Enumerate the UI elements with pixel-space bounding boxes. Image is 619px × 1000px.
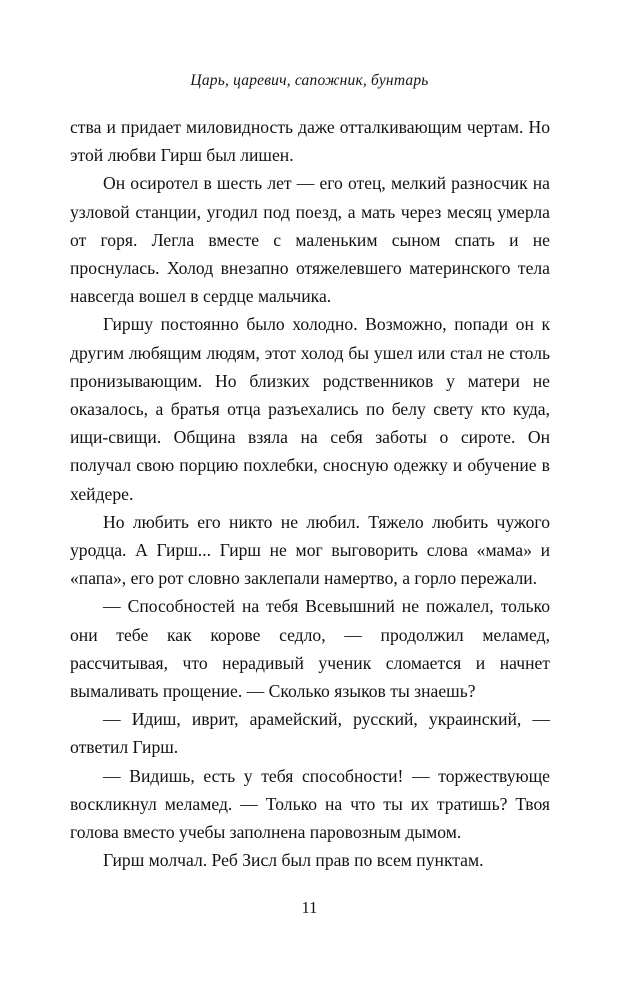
page-number: 11 (301, 898, 318, 917)
paragraph: Гиршу постоянно было холодно. Возможно, попади он к другим любящим людям, этот холод бы ушел или стал не столь пронизывающим. Но близких родственников у матери не оказалось, а братья отца разъехались по белу свету кто куда, ищи-свищи. Община взяла на себя заботы о сироте. Он получал свою порцию похлебки, сносную одежку и обучение в хейдере. (70, 314, 550, 504)
paragraph: — Видишь, есть у тебя способности! — торжествующе воскликнул меламед. — Только на что ты их тратишь? Твоя голова вместо учебы заполнена паровозным дымом. (70, 765, 550, 843)
paragraph: Он осиротел в шесть лет — его отец, мелкий разносчик на узловой станции, угодил под поезд, а мать через месяц умерла от горя. Легла вместе с маленьким сыном спать и не проснулась. Холод внезапно отяжелевшего материнского тела навсегда вошел в сердце мальчика. (70, 173, 550, 307)
running-head: Царь, царевич, сапожник, бунтарь (190, 72, 429, 89)
paragraph: Гирш молчал. Реб Зисл был прав по всем пунктам. (103, 850, 484, 871)
paragraph: Но любить его никто не любил. Тяжело любить чужого уродца. А Гирш... Гирш не мог выговорить слова «мама» и «папа», его рот словно заклепали намертво, а горло пережали. (70, 511, 550, 589)
paragraph: — Способностей на тебя Всевышний не пожалел, только они тебе как корове седло, — продолжил меламед, рассчитывая, что нерадивый ученик сломается и начнет вымаливать прощение. — Сколько языков ты знаешь? (70, 596, 550, 702)
paragraph: — Идиш, иврит, арамейский, русский, украинский, — ответил Гирш. (70, 709, 550, 758)
body-text (70, 113, 550, 874)
paragraph: ства и придает миловидность даже отталкивающим чертам. Но этой любви Гирш был лишен. (70, 117, 550, 166)
